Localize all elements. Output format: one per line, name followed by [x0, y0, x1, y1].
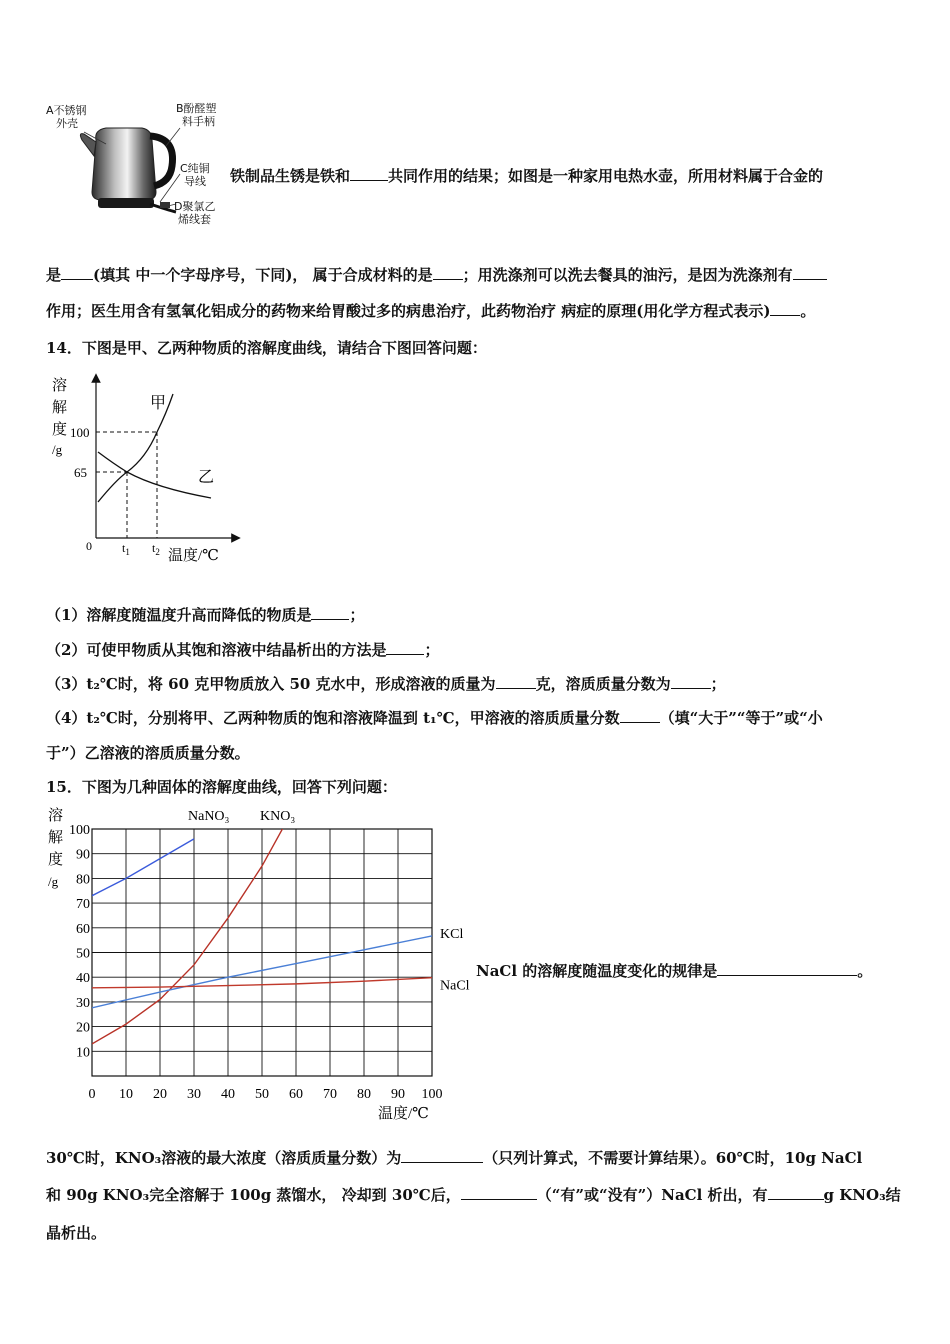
x-tick-label: 80	[357, 1087, 371, 1102]
y-axis-label-1: 溶	[48, 808, 64, 824]
y-tick-label: 40	[76, 971, 90, 987]
y-tick-label: 10	[76, 1045, 90, 1061]
x-tick-label: 40	[221, 1087, 235, 1102]
kettle-label-a: A不锈钢 外壳	[46, 104, 87, 130]
y-tick-label: 80	[76, 872, 90, 888]
q14-sub2: （2）可使甲物质从其饱和溶液中结晶析出的方法是 ；	[46, 641, 440, 659]
x-axis-label: 温度/℃	[378, 1106, 429, 1122]
y-tick-label: 100	[69, 823, 90, 838]
x-tick-label: 50	[255, 1087, 269, 1102]
x-tick-t2: $t_2$	[152, 541, 160, 557]
q15-side-text: NaCl 的溶解度随温度变化的规律是 。	[476, 962, 873, 980]
y-tick-label: 50	[76, 946, 90, 962]
answer-blank[interactable]	[770, 301, 800, 316]
q14-title: 14．下图是甲、乙两种物质的溶解度曲线，请结合下图回答问题：	[46, 339, 487, 357]
series-yi-label: 乙	[198, 469, 215, 486]
y-axis-label-3: 度	[52, 422, 68, 438]
kettle-label-b: B酚醛塑 料手柄	[176, 102, 217, 128]
q15-title: 15．下图为几种固体的溶解度曲线，回答下列问题：	[46, 778, 397, 796]
x-tick-label: 0	[88, 1087, 96, 1102]
y-axis-label-2: 解	[48, 830, 64, 846]
q14-sub1: （1）溶解度随温度升高而降低的物质是 ；	[46, 606, 365, 624]
x-tick-label: 10	[119, 1087, 133, 1102]
q15-para3: 晶析出。	[46, 1224, 107, 1242]
series-nano3-curve	[92, 839, 194, 896]
series-nano3-label: NaNO₃	[188, 809, 230, 824]
answer-blank[interactable]	[433, 265, 463, 280]
y-axis-label-1: 溶	[52, 378, 68, 394]
series-nacl-label: NaCl	[440, 978, 470, 994]
y-tick-label: 90	[76, 847, 90, 863]
q13-line2: 是 (填其 中一个字母序号，下同)， 属于合成材料的是 ；用洗涤剂可以洗去餐具的油污，是因为洗涤剂有	[46, 264, 827, 285]
y-tick-label: 20	[76, 1020, 90, 1036]
q13-line3: 作用；医生用含有氢氧化铝成分的药物来给胃酸过多的病患治疗，此药物治疗 病症的原理(用化学方程式表示) 。	[46, 302, 816, 320]
y-axis-label-4: /g	[48, 874, 59, 889]
kettle-label-c: C纯铜 导线	[180, 162, 210, 188]
y-tick-label: 30	[76, 995, 90, 1011]
q15-para1: 30℃时，KNO₃溶液的最大浓度（溶质质量分数）为 （只列计算式，不需要计算结果）。60℃时，10g NaCl	[46, 1149, 863, 1167]
series-kcl-label: KCl	[440, 926, 464, 942]
answer-blank[interactable]	[461, 1185, 537, 1200]
x-tick-label: 30	[187, 1087, 201, 1102]
answer-blank[interactable]	[311, 605, 349, 620]
q13-line1: 铁制品生锈是铁和 共同作用的结果；如图是一种家用电热水壶，所用材料属于合金的	[230, 167, 824, 185]
answer-blank[interactable]	[620, 708, 660, 723]
x-tick-label: 90	[391, 1087, 405, 1102]
answer-blank[interactable]	[768, 1185, 824, 1200]
kettle-label-d: D聚氯乙 烯线套	[174, 200, 216, 226]
y-axis-label-4: /g	[52, 442, 63, 457]
q14-sub3: （3）t₂℃时，将 60 克甲物质放入 50 克水中，形成溶液的质量为 克，溶质质量分数为 ；	[46, 675, 726, 693]
y-axis-label-3: 度	[48, 852, 64, 868]
series-yi-curve	[98, 452, 211, 498]
q14-sub4-cont: 于”）乙溶液的溶质质量分数。	[46, 744, 250, 762]
y-tick-label: 60	[76, 921, 90, 937]
q14-sub4: （4）t₂℃时，分别将甲、乙两种物质的饱和溶液降温到 t₁℃，甲溶液的溶质质量分数 （填“大于”“等于”或“小	[46, 709, 823, 727]
answer-blank[interactable]	[350, 166, 388, 181]
answer-blank[interactable]	[496, 674, 536, 689]
series-jia-label: 甲	[150, 395, 167, 412]
answer-blank[interactable]	[61, 265, 93, 280]
x-tick-t1: $t_1$	[122, 541, 130, 557]
answer-blank[interactable]	[401, 1148, 483, 1163]
x-tick-label: 60	[289, 1087, 303, 1102]
answer-blank[interactable]	[386, 640, 424, 655]
kettle-figure	[44, 100, 234, 232]
x-tick-label: 70	[323, 1087, 337, 1102]
q15-chart-svg	[40, 800, 480, 1125]
series-kno3-label: KNO₃	[260, 809, 296, 824]
x-tick-label: 20	[153, 1087, 167, 1102]
q14-chart	[46, 370, 246, 565]
q15-chart	[40, 800, 480, 1125]
x-tick-label: 100	[421, 1087, 443, 1102]
y-tick-label: 70	[76, 897, 90, 913]
y-tick-65: 65	[74, 465, 87, 480]
q14-chart-svg	[46, 370, 246, 565]
q15-para2: 和 90g KNO₃完全溶解于 100g 蒸馏水， 冷却到 30℃后， （“有”或“没有”）NaCl 析出，有 g KNO₃结	[46, 1186, 901, 1204]
answer-blank[interactable]	[717, 961, 857, 976]
answer-blank[interactable]	[671, 674, 711, 689]
y-axis-label-2: 解	[52, 400, 68, 416]
y-tick-100: 100	[70, 425, 90, 440]
origin-label: 0	[86, 539, 92, 553]
x-axis-label: 温度/℃	[168, 548, 219, 564]
answer-blank[interactable]	[793, 265, 827, 280]
